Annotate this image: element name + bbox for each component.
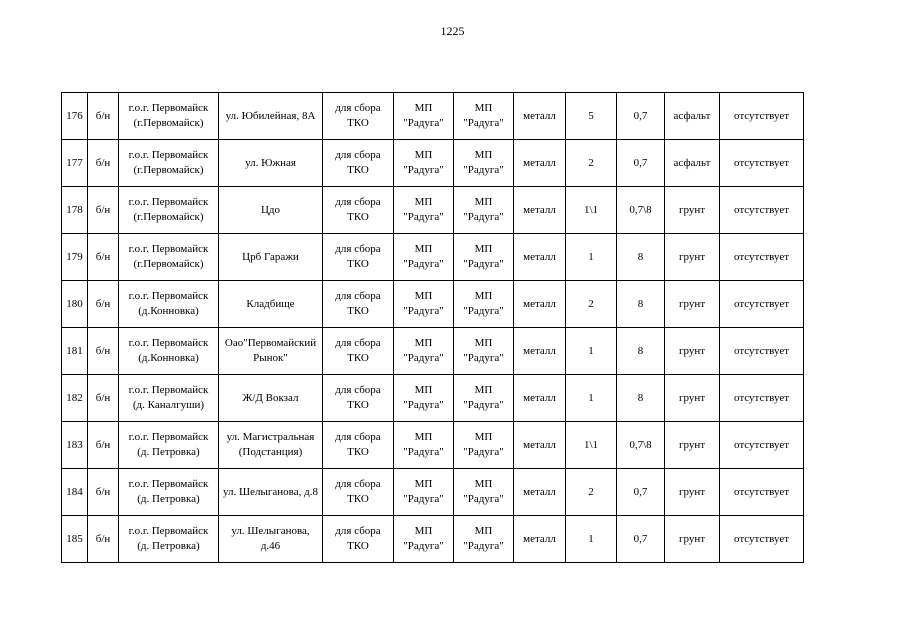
cell-purpose-line: для сбора (335, 290, 381, 302)
cell-fence: отсутствует (720, 234, 804, 281)
cell-number: 178 (62, 187, 88, 234)
cell-purpose-line: ТКО (347, 446, 369, 458)
cell-purpose-line: для сбора (335, 478, 381, 490)
cell-material: металл (514, 328, 566, 375)
cell-owner-line: "Радуга" (403, 540, 444, 552)
cell-container-count: 1\1 (566, 187, 617, 234)
cell-container-volume: 8 (617, 234, 665, 281)
cell-fence: отсутствует (720, 93, 804, 140)
cell-container-volume: 8 (617, 281, 665, 328)
cell-district (119, 328, 219, 375)
cell-district-line: г.о.г. Первомайск (128, 478, 209, 490)
cell-purpose-line: ТКО (347, 305, 369, 317)
cell-owner-line: МП (414, 525, 433, 537)
cell-owner-line: "Радуга" (403, 493, 444, 505)
cell-address-line: ул. Южная (245, 156, 296, 169)
cell-purpose (323, 516, 394, 563)
cell-owner-line: "Радуга" (403, 305, 444, 317)
cell-owner-line: МП (414, 337, 433, 349)
cell-operator-line: "Радуга" (463, 117, 504, 129)
cell-owner (394, 93, 454, 140)
cell-number: 183 (62, 422, 88, 469)
cell-district-line: г.о.г. Первомайск (128, 431, 209, 443)
cell-operator-line: МП (474, 431, 493, 443)
cell-operator-line: МП (474, 149, 493, 161)
cell-container-volume: 0,7 (617, 140, 665, 187)
cell-purpose (323, 328, 394, 375)
cell-district-line: (д. Каналгуши) (132, 399, 205, 411)
cell-purpose-line: для сбора (335, 431, 381, 443)
cell-material: металл (514, 187, 566, 234)
cell-operator-line: "Радуга" (463, 305, 504, 317)
cell-number: 176 (62, 93, 88, 140)
cell-surface: грунт (665, 328, 720, 375)
cell-district-line: (г.Первомайск) (133, 258, 204, 270)
cell-district (119, 422, 219, 469)
cell-owner-line: "Радуга" (403, 399, 444, 411)
cell-owner (394, 328, 454, 375)
cell-purpose-line: для сбора (335, 384, 381, 396)
cell-owner-line: "Радуга" (403, 164, 444, 176)
cell-address (219, 469, 323, 516)
cell-number: 184 (62, 469, 88, 516)
cell-purpose-line: ТКО (347, 352, 369, 364)
cell-material: металл (514, 422, 566, 469)
cell-district-line: (г.Первомайск) (133, 117, 204, 129)
cell-district-line: г.о.г. Первомайск (128, 525, 209, 537)
cell-operator-line: МП (474, 102, 493, 114)
cell-container-count: 1 (566, 234, 617, 281)
cell-fence: отсутствует (720, 422, 804, 469)
cell-fence: отсутствует (720, 469, 804, 516)
table-row (62, 187, 804, 234)
cell-address (219, 93, 323, 140)
cell-operator-line: МП (474, 384, 493, 396)
cell-purpose (323, 140, 394, 187)
cell-material: металл (514, 93, 566, 140)
cell-number: 182 (62, 375, 88, 422)
cell-district-line: г.о.г. Первомайск (128, 102, 209, 114)
cell-material: металл (514, 281, 566, 328)
cell-operator-line: "Радуга" (463, 258, 504, 270)
cell-fence: отсутствует (720, 140, 804, 187)
cell-purpose (323, 234, 394, 281)
cell-district-line: (г.Первомайск) (133, 211, 204, 223)
cell-purpose (323, 281, 394, 328)
cell-address-line: Кладбище (246, 297, 295, 310)
cell-district-line: г.о.г. Первомайск (128, 290, 209, 302)
cell-address-line: ул. Юбилейная, 8А (225, 109, 316, 122)
cell-surface: грунт (665, 422, 720, 469)
cell-operator (454, 469, 514, 516)
cell-registration: б/н (88, 375, 119, 422)
cell-district-line: (д. Петровка) (137, 493, 200, 505)
cell-purpose-line: ТКО (347, 117, 369, 129)
cell-purpose-line: ТКО (347, 399, 369, 411)
cell-purpose-line: ТКО (347, 211, 369, 223)
cell-operator-line: МП (474, 525, 493, 537)
cell-operator-line: МП (474, 478, 493, 490)
cell-address (219, 516, 323, 563)
cell-purpose (323, 187, 394, 234)
cell-container-volume: 0,7\8 (617, 422, 665, 469)
cell-purpose-line: ТКО (347, 164, 369, 176)
cell-material: металл (514, 140, 566, 187)
cell-container-count: 2 (566, 281, 617, 328)
cell-container-volume: 0,7 (617, 469, 665, 516)
cell-district-line: г.о.г. Первомайск (128, 384, 209, 396)
cell-purpose-line: для сбора (335, 337, 381, 349)
cell-number: 179 (62, 234, 88, 281)
cell-fence: отсутствует (720, 187, 804, 234)
cell-district (119, 469, 219, 516)
cell-address (219, 281, 323, 328)
cell-container-volume: 0,7\8 (617, 187, 665, 234)
cell-purpose-line: для сбора (335, 525, 381, 537)
cell-container-volume: 8 (617, 328, 665, 375)
cell-operator-line: МП (474, 196, 493, 208)
cell-registration: б/н (88, 516, 119, 563)
cell-purpose-line: ТКО (347, 258, 369, 270)
cell-district (119, 140, 219, 187)
cell-purpose-line: для сбора (335, 243, 381, 255)
cell-district-line: г.о.г. Первомайск (128, 149, 209, 161)
cell-operator-line: "Радуга" (463, 211, 504, 223)
cell-operator (454, 281, 514, 328)
cell-operator-line: "Радуга" (463, 164, 504, 176)
cell-container-volume: 0,7 (617, 516, 665, 563)
cell-district (119, 281, 219, 328)
cell-district-line: (д. Петровка) (137, 540, 200, 552)
cell-purpose-line: для сбора (335, 102, 381, 114)
cell-district (119, 234, 219, 281)
cell-owner-line: МП (414, 102, 433, 114)
table-row (62, 422, 804, 469)
cell-address-line: Цдо (260, 203, 281, 216)
table-row (62, 281, 804, 328)
cell-operator-line: "Радуга" (463, 399, 504, 411)
cell-purpose-line: для сбора (335, 196, 381, 208)
cell-district-line: (д. Петровка) (137, 446, 200, 458)
cell-operator-line: МП (474, 337, 493, 349)
cell-fence: отсутствует (720, 516, 804, 563)
cell-registration: б/н (88, 328, 119, 375)
cell-number: 177 (62, 140, 88, 187)
cell-owner-line: МП (414, 290, 433, 302)
cell-registration: б/н (88, 93, 119, 140)
cell-district-line: (д.Конновка) (138, 352, 199, 364)
cell-address (219, 422, 323, 469)
cell-container-count: 2 (566, 140, 617, 187)
cell-owner-line: МП (414, 196, 433, 208)
cell-surface: грунт (665, 234, 720, 281)
cell-owner (394, 187, 454, 234)
cell-district (119, 93, 219, 140)
cell-address (219, 187, 323, 234)
cell-address-line: Оао"Первомайский (224, 337, 317, 349)
cell-operator-line: МП (474, 243, 493, 255)
cell-owner-line: "Радуга" (403, 352, 444, 364)
page-number: 1225 (440, 24, 465, 38)
cell-address (219, 375, 323, 422)
cell-surface: асфальт (665, 140, 720, 187)
cell-owner-line: "Радуга" (403, 117, 444, 129)
cell-owner-line: "Радуга" (403, 258, 444, 270)
cell-registration: б/н (88, 469, 119, 516)
cell-district (119, 516, 219, 563)
cell-fence: отсутствует (720, 328, 804, 375)
cell-purpose (323, 422, 394, 469)
cell-district-line: (д.Конновка) (138, 305, 199, 317)
cell-operator-line: "Радуга" (463, 540, 504, 552)
cell-surface: грунт (665, 469, 720, 516)
cell-purpose (323, 375, 394, 422)
cell-operator (454, 140, 514, 187)
cell-owner (394, 140, 454, 187)
cell-container-count: 1 (566, 328, 617, 375)
cell-purpose (323, 93, 394, 140)
cell-number: 181 (62, 328, 88, 375)
cell-owner-line: "Радуга" (403, 446, 444, 458)
cell-material: металл (514, 516, 566, 563)
cell-registration: б/н (88, 187, 119, 234)
cell-district-line: г.о.г. Первомайск (128, 337, 209, 349)
table-row (62, 469, 804, 516)
cell-owner-line: "Радуга" (403, 211, 444, 223)
cell-address-line: (Подстанция) (238, 446, 303, 458)
cell-surface: грунт (665, 187, 720, 234)
cell-operator (454, 187, 514, 234)
cell-number: 180 (62, 281, 88, 328)
cell-fence: отсутствует (720, 281, 804, 328)
table-row (62, 93, 804, 140)
cell-container-volume: 0,7 (617, 93, 665, 140)
cell-owner-line: МП (414, 243, 433, 255)
cell-registration: б/н (88, 234, 119, 281)
cell-operator (454, 234, 514, 281)
cell-owner-line: МП (414, 149, 433, 161)
cell-purpose-line: ТКО (347, 493, 369, 505)
cell-operator-line: МП (474, 290, 493, 302)
cell-material: металл (514, 375, 566, 422)
cell-address-line: Црб Гаражи (242, 250, 299, 263)
cell-registration: б/н (88, 140, 119, 187)
cell-surface: асфальт (665, 93, 720, 140)
cell-owner-line: МП (414, 384, 433, 396)
cell-container-volume: 8 (617, 375, 665, 422)
cell-owner (394, 281, 454, 328)
cell-address-line: Рынок" (253, 352, 288, 364)
cell-container-count: 1\1 (566, 422, 617, 469)
cell-district-line: г.о.г. Первомайск (128, 196, 209, 208)
cell-owner (394, 469, 454, 516)
cell-material: металл (514, 469, 566, 516)
cell-address (219, 328, 323, 375)
table-row (62, 140, 804, 187)
table-row (62, 375, 804, 422)
table-row (62, 328, 804, 375)
cell-owner-line: МП (414, 478, 433, 490)
cell-purpose (323, 469, 394, 516)
table-row (62, 516, 804, 563)
cell-address-line: ул. Шелыганова, (231, 525, 310, 537)
cell-purpose-line: ТКО (347, 540, 369, 552)
cell-operator-line: "Радуга" (463, 352, 504, 364)
cell-number: 185 (62, 516, 88, 563)
cell-address-line: д.46 (260, 540, 281, 552)
cell-surface: грунт (665, 516, 720, 563)
cell-material: металл (514, 234, 566, 281)
cell-operator (454, 93, 514, 140)
table-row (62, 234, 804, 281)
cell-owner (394, 234, 454, 281)
cell-operator (454, 422, 514, 469)
cell-purpose-line: для сбора (335, 149, 381, 161)
cell-district-line: г.о.г. Первомайск (128, 243, 209, 255)
cell-operator-line: "Радуга" (463, 493, 504, 505)
cell-address-line: ул. Шелыганова, д.8 (223, 485, 318, 498)
cell-owner (394, 422, 454, 469)
cell-container-count: 1 (566, 375, 617, 422)
cell-district-line: (г.Первомайск) (133, 164, 204, 176)
cell-district (119, 375, 219, 422)
cell-operator (454, 328, 514, 375)
waste-site-table (61, 92, 804, 563)
cell-registration: б/н (88, 422, 119, 469)
cell-operator-line: "Радуга" (463, 446, 504, 458)
cell-address-line: ул. Магистральная (226, 431, 315, 443)
table-body (62, 93, 804, 563)
cell-container-count: 2 (566, 469, 617, 516)
cell-owner (394, 375, 454, 422)
cell-container-count: 5 (566, 93, 617, 140)
cell-operator (454, 375, 514, 422)
cell-container-count: 1 (566, 516, 617, 563)
cell-registration: б/н (88, 281, 119, 328)
cell-owner (394, 516, 454, 563)
cell-surface: грунт (665, 281, 720, 328)
cell-address (219, 234, 323, 281)
cell-owner-line: МП (414, 431, 433, 443)
cell-operator (454, 516, 514, 563)
cell-district (119, 187, 219, 234)
cell-address-line: Ж/Д Вокзал (242, 391, 299, 404)
cell-fence: отсутствует (720, 375, 804, 422)
cell-surface: грунт (665, 375, 720, 422)
cell-address (219, 140, 323, 187)
